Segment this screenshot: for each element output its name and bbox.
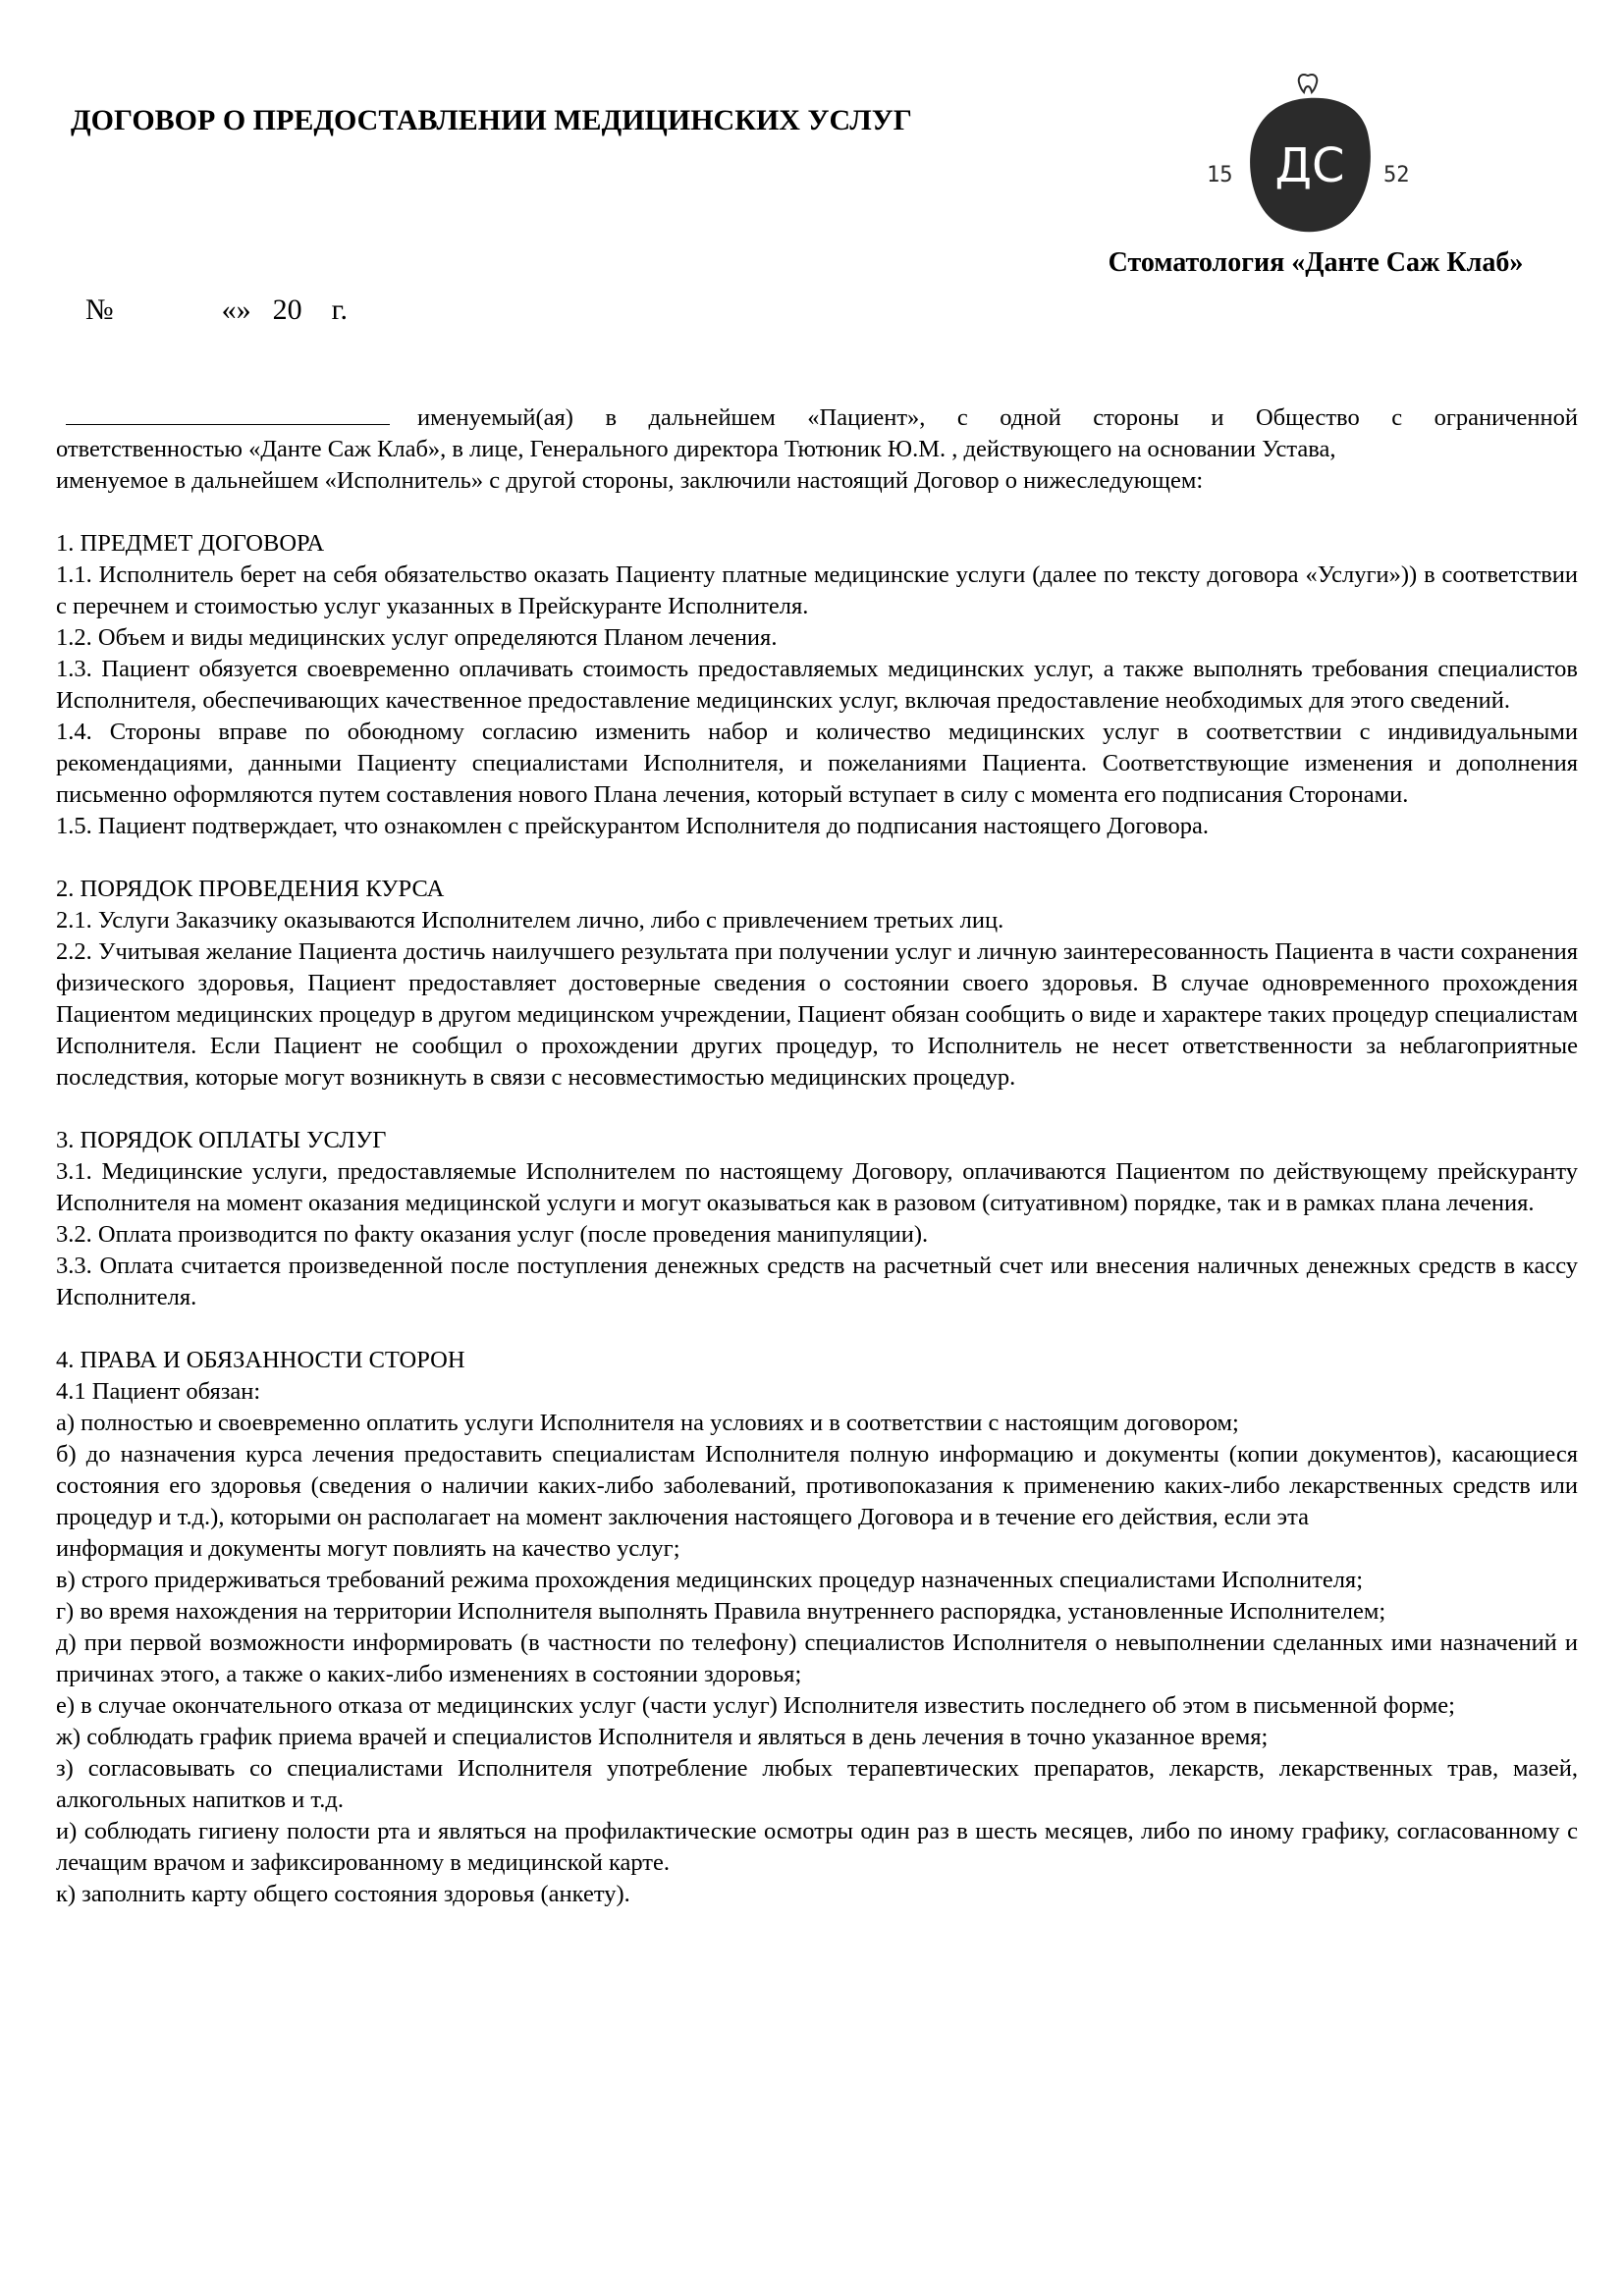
paragraph: 1.5. Пациент подтверждает, что ознакомлен с прейскурантом Исполнителя до подписания настоящего Договора.	[56, 813, 1209, 839]
clinic-name: Стоматология «Данте Саж Клаб»	[1108, 247, 1524, 278]
paragraph: б) до назначения курса лечения предоставить специалистам Исполнителя полную информацию и документы (копии документов), касающиеся состояния его здоровья (сведения о наличии каких-либо заболеваний, противопоказания к применению каких-либо лекарственных средств или процедур и т.д.), которыми он располагает на момент заключения настоящего Договора и в течение его действия, если эта	[56, 1441, 1578, 1530]
contract-number-date-line	[71, 257, 348, 328]
section-heading: 4. ПРАВА И ОБЯЗАННОСТИ СТОРОН	[56, 1347, 465, 1373]
paragraph: г) во время нахождения на территории Исполнителя выполнять Правила внутреннего распорядка, установленные Исполнителем;	[56, 1598, 1386, 1625]
date-quote: «»	[221, 294, 251, 326]
paragraph: 3.2. Оплата производится по факту оказания услуг (после проведения манипуляции).	[56, 1221, 929, 1248]
paragraph: 1.1. Исполнитель берет на себя обязательство оказать Пациенту платные медицинские услуги (далее по тексту договора «Услуги»)) в соответствии с перечнем и стоимостью услуг указанных в Прейскуранте Исполнителя.	[56, 561, 1578, 619]
intro-line-3: именуемое в дальнейшем «Исполнитель» с другой стороны, заключили настоящий Договор о нижеследующем:	[56, 467, 1204, 494]
paragraph: 1.3. Пациент обязуется своевременно оплачивать стоимость предоставляемых медицинских услуг, а также выполнять требования специалистов Исполнителя, обеспечивающих качественное предоставление медицинских услуг, включая предоставление необходимых для этого сведений.	[56, 656, 1578, 714]
paragraph: 1.4. Стороны вправе по обоюдному согласию изменить набор и количество медицинских услуг в соответствии с индивидуальными рекомендациями, данными Пациенту специалистами Исполнителя, и пожеланиями Пациента. Соответствующие изменения и дополнения письменно оформляются путем составления нового Плана лечения, который вступает в силу с момента его подписания Сторонами.	[56, 719, 1578, 808]
number-sign: №	[85, 294, 114, 326]
paragraph: 4.1 Пациент обязан:	[56, 1378, 261, 1405]
paragraph: ж) соблюдать график приема врачей и специалистов Исполнителя и являться в день лечения в точно указанное время;	[56, 1724, 1269, 1750]
paragraph: 1.2. Объем и виды медицинских услуг определяются Планом лечения.	[56, 624, 778, 651]
patient-name-blank[interactable]	[66, 402, 390, 425]
paragraph: 2.1. Услуги Заказчику оказываются Исполнителем лично, либо с привлечением третьих лиц.	[56, 907, 1004, 934]
paragraph: в) строго придерживаться требований режима прохождения медицинских процедур назначенных специалистами Исполнителя;	[56, 1567, 1364, 1593]
logo-monogram: ДС	[1274, 138, 1345, 193]
paragraph: информация и документы могут повлиять на качество услуг;	[56, 1535, 680, 1562]
paragraph: д) при первой возможности информировать (в частности по телефону) специалистов Исполнителя о невыполнении сделанных ими назначений и причинах этого, а также о каких-либо изменениях в состоянии здоровья;	[56, 1629, 1578, 1687]
paragraph: 3.1. Медицинские услуги, предоставляемые Исполнителем по настоящему Договору, оплачиваются Пациентом по действующему прейскуранту Исполнителя на момент оказания медицинской услуги и могут оказываться как в разовом (ситуативном) порядке, так и в рамках плана лечения.	[56, 1158, 1578, 1216]
section-heading: 1. ПРЕДМЕТ ДОГОВОРА	[56, 530, 325, 557]
paragraph: з) согласовывать со специалистами Исполнителя употребление любых терапевтических препаратов, лекарств, лекарственных трав, мазей, алкогольных напитков и т.д.	[56, 1755, 1578, 1813]
contract-body	[56, 402, 1578, 1910]
paragraph: 3.3. Оплата считается произведенной после поступления денежных средств на расчетный счет или внесения наличных денежных средств в кассу Исполнителя.	[56, 1253, 1578, 1310]
paragraph: и) соблюдать гигиену полости рта и являться на профилактические осмотры один раз в шесть месяцев, либо по иному графику, согласованному с лечащим врачом и зафиксированному в медицинской карте.	[56, 1818, 1578, 1876]
paragraph: к) заполнить карту общего состояния здоровья (анкету).	[56, 1881, 630, 1907]
paragraph: е) в случае окончательного отказа от медицинских услуг (части услуг) Исполнителя известить последнего об этом в письменной форме;	[56, 1692, 1455, 1719]
year-suffix: г.	[331, 294, 349, 326]
document-title: ДОГОВОР О ПРЕДОСТАВЛЕНИИ МЕДИЦИНСКИХ УСЛУГ	[71, 104, 912, 136]
section-heading: 3. ПОРЯДОК ОПЛАТЫ УСЛУГ	[56, 1127, 387, 1153]
tooth-icon	[1299, 75, 1318, 92]
paragraph: а) полностью и своевременно оплатить услуги Исполнителя на условиях и в соответствии с настоящим договором;	[56, 1410, 1239, 1436]
year-prefix: 20	[272, 294, 302, 326]
logo-right-digits: 52	[1383, 163, 1410, 187]
paragraph: 2.2. Учитывая желание Пациента достичь наилучшего результата при получении услуг и личную заинтересованность Пациента в части сохранения физического здоровья, Пациент предоставляет достоверные сведения о состоянии своего здоровья. В случае одновременного прохождения Пациентом медицинских процедур в другом медицинском учреждении, Пациент обязан сообщить о виде и характере таких процедур специалистам Исполнителя. Если Пациент не сообщил о прохождении других процедур, то Исполнитель не несет ответственности за неблагоприятные последствия, которые могут возникнуть в связи с несовместимостью медицинских процедур.	[56, 938, 1578, 1091]
clinic-logo	[1202, 69, 1418, 240]
intro-line-1: именуемый(ая) в дальнейшем «Пациент», с одной стороны и Общество с ограниченной	[56, 402, 1578, 434]
logo-left-digits: 15	[1207, 163, 1233, 187]
intro-line-2: ответственностью «Данте Саж Клаб», в лице, Генерального директора Тютюник Ю.М. , действующего на основании Устава,	[56, 436, 1336, 462]
section-heading: 2. ПОРЯДОК ПРОВЕДЕНИЯ КУРСА	[56, 876, 445, 902]
